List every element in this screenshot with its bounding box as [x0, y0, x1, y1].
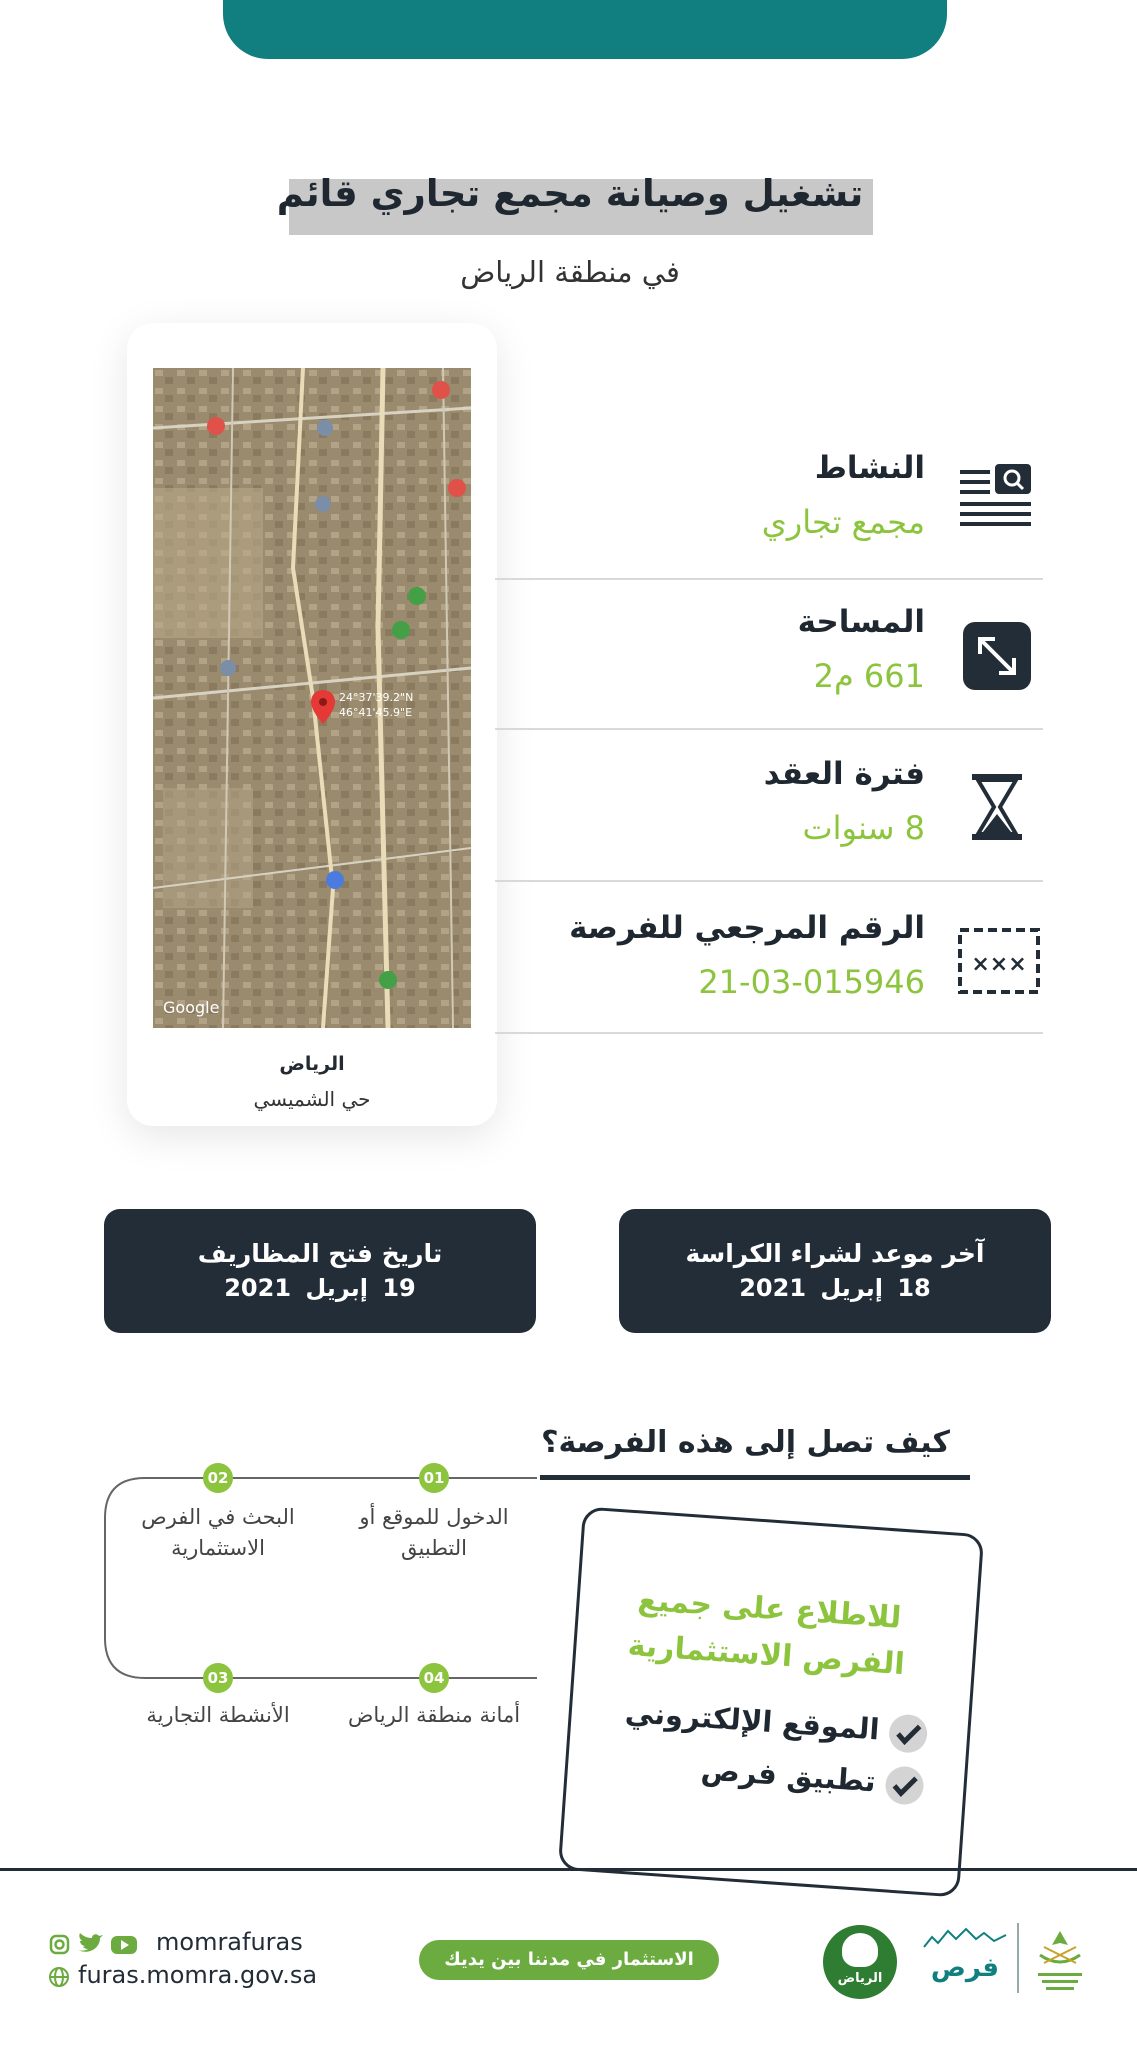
promo-card: [558, 1506, 984, 1897]
newspaper-search-icon: [950, 454, 1040, 544]
instagram-icon: [51, 1936, 68, 1953]
logo-separator: [1017, 1923, 1019, 1993]
building-marker-icon: [317, 420, 333, 436]
google-watermark: Google: [163, 998, 220, 1017]
step-label: الدخول للموقع أو التطبيق: [359, 1505, 509, 1560]
envelope-opening-box: [104, 1209, 536, 1333]
slogan-badge: الاستثمار في مدننا بين يديك: [419, 1940, 719, 1980]
hospital-marker-icon: [432, 381, 450, 399]
step-number: 02: [203, 1463, 233, 1493]
divider: [495, 578, 1043, 580]
ticket-code-icon: [950, 916, 1040, 1006]
building-marker-icon: [220, 660, 236, 676]
reference-value: 21-03-015946: [698, 963, 925, 1001]
divider: [495, 880, 1043, 882]
social-handle[interactable]: momrafuras: [156, 1928, 303, 1956]
svg-text:×××: ×××: [971, 952, 1027, 977]
hospital-marker-icon: [207, 417, 225, 435]
promo-item-website[interactable]: الموقع الإلكتروني: [571, 1691, 929, 1754]
step-label: الأنشطة التجارية: [146, 1703, 290, 1727]
step-number: 03: [203, 1663, 233, 1693]
map-district: حي الشميسي: [253, 1087, 371, 1111]
coords-line1: 24°37'39.2"N: [339, 691, 414, 704]
page-subtitle: في منطقة الرياض: [460, 255, 680, 289]
purchase-deadline-date: 18 إبريل 2021: [739, 1274, 931, 1302]
coords-line2: 46°41'45.9"E: [339, 706, 413, 719]
purchase-deadline-label: آخر موعد لشراء الكراسة: [685, 1239, 985, 1268]
globe-icon: [48, 1966, 70, 1988]
promo-heading: للاطلاع على جميع الفرص الاستثمارية: [626, 1582, 906, 1683]
hourglass-icon: [950, 762, 1040, 852]
divider: [495, 1032, 1043, 1034]
activity-title: النشاط: [814, 450, 925, 486]
website-link[interactable]: furas.momra.gov.sa: [78, 1961, 318, 1989]
youtube-icon: [111, 1936, 137, 1954]
envelope-opening-date: 19 إبريل 2021: [224, 1274, 416, 1302]
step-label: أمانة منطقة الرياض: [347, 1703, 521, 1727]
step-number: 01: [419, 1463, 449, 1493]
park-marker-icon: [379, 971, 397, 989]
top-banner: [223, 0, 947, 59]
ministry-logo: [1030, 1925, 1090, 1995]
area-title: المساحة: [797, 604, 925, 640]
map-city: الرياض: [279, 1053, 345, 1075]
envelope-opening-label: تاريخ فتح المظاريف: [197, 1239, 443, 1268]
twitter-icon: [78, 1933, 103, 1952]
shop-marker-icon: [326, 871, 344, 889]
reference-title: الرقم المرجعي للفرصة: [569, 910, 925, 946]
check-icon: [884, 1765, 925, 1806]
step-number: 04: [419, 1663, 449, 1693]
purchase-deadline-box: [619, 1209, 1051, 1333]
how-to-underline: [540, 1475, 970, 1480]
social-icons: [48, 1933, 138, 1957]
activity-value: مجمع تجاري: [761, 503, 925, 541]
footer-divider: [0, 1868, 1137, 1871]
expand-arrows-icon: [950, 610, 1040, 700]
divider: [495, 728, 1043, 730]
contract-period-value: 8 سنوات: [802, 809, 925, 847]
step-label: البحث في الفرص الاستثمارية: [141, 1505, 295, 1560]
check-icon: [888, 1713, 929, 1754]
building-marker-icon: [315, 496, 331, 512]
contract-period-title: فترة العقد: [763, 756, 925, 792]
page-title: تشغيل وصيانة مجمع تجاري قائم: [276, 172, 864, 215]
promo-item-app[interactable]: تطبيق فرص: [567, 1743, 925, 1806]
furas-logo: فرص: [922, 1925, 1008, 1985]
location-map[interactable]: [153, 368, 471, 1028]
riyadh-logo: الرياض: [823, 1925, 897, 1999]
how-to-title: كيف تصل إلى هذه الفرصة؟: [541, 1425, 950, 1460]
park-marker-icon: [408, 587, 426, 605]
park-marker-icon: [392, 621, 410, 639]
area-value: 661 م2: [813, 657, 925, 695]
